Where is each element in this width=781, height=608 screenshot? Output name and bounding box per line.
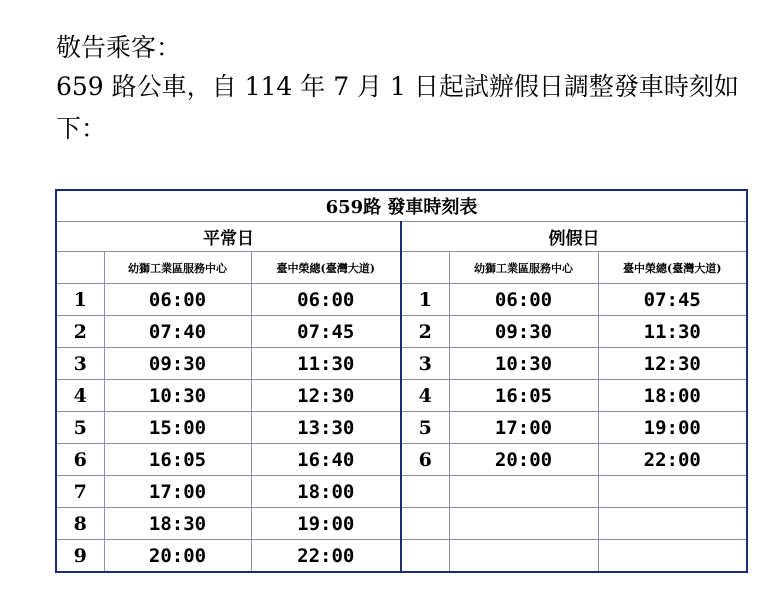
weekday-index-header	[56, 252, 104, 284]
weekday-trip-number: 5	[56, 412, 104, 444]
weekday-destination-time: 22:00	[251, 540, 401, 573]
weekday-trip-number: 2	[56, 316, 104, 348]
weekday-destination-time: 07:45	[251, 316, 401, 348]
weekday-destination-time: 12:30	[251, 380, 401, 412]
holiday-destination-time: 11:30	[598, 316, 747, 348]
holiday-trip-number: 4	[401, 380, 449, 412]
weekday-destination-time: 19:00	[251, 508, 401, 540]
holiday-index-header	[401, 252, 449, 284]
weekday-trip-number: 1	[56, 284, 104, 316]
table-row	[56, 476, 747, 508]
timetable-title: 659路 發車時刻表	[56, 190, 747, 222]
empty-cell	[401, 508, 449, 540]
weekday-origin-time: 16:05	[104, 444, 251, 476]
weekday-destination-header: 臺中榮總(臺灣大道)	[251, 252, 401, 284]
holiday-trip-number: 3	[401, 348, 449, 380]
empty-cell	[598, 476, 747, 508]
empty-cell	[449, 508, 598, 540]
weekday-destination-time: 18:00	[251, 476, 401, 508]
notice-body-end: 下：	[56, 114, 107, 143]
table-row	[56, 348, 747, 380]
empty-cell	[598, 540, 747, 573]
weekday-origin-time: 15:00	[104, 412, 251, 444]
timetable-body	[56, 284, 747, 573]
holiday-trip-number: 5	[401, 412, 449, 444]
holiday-destination-time: 07:45	[598, 284, 747, 316]
holiday-header: 例假日	[401, 222, 747, 252]
empty-cell	[449, 476, 598, 508]
weekday-trip-number: 7	[56, 476, 104, 508]
weekday-trip-number: 3	[56, 348, 104, 380]
holiday-trip-number: 2	[401, 316, 449, 348]
weekday-trip-number: 8	[56, 508, 104, 540]
table-row	[56, 508, 747, 540]
weekday-destination-time: 16:40	[251, 444, 401, 476]
table-row	[56, 540, 747, 573]
weekday-origin-header: 幼獅工業區服務中心	[104, 252, 251, 284]
holiday-origin-time: 09:30	[449, 316, 598, 348]
table-row	[56, 412, 747, 444]
weekday-trip-number: 4	[56, 380, 104, 412]
empty-cell	[449, 540, 598, 573]
weekday-header: 平常日	[56, 222, 401, 252]
weekday-destination-time: 13:30	[251, 412, 401, 444]
weekday-origin-time: 07:40	[104, 316, 251, 348]
notice-body: 659 路公車，自 114 年 7 月 1 日起試辦假日調整發車時刻如	[56, 72, 739, 101]
holiday-trip-number: 1	[401, 284, 449, 316]
weekday-origin-time: 06:00	[104, 284, 251, 316]
holiday-origin-header: 幼獅工業區服務中心	[449, 252, 598, 284]
weekday-origin-time: 10:30	[104, 380, 251, 412]
holiday-origin-time: 06:00	[449, 284, 598, 316]
empty-cell	[401, 476, 449, 508]
holiday-destination-header: 臺中榮總(臺灣大道)	[598, 252, 747, 284]
table-row	[56, 380, 747, 412]
holiday-origin-time: 10:30	[449, 348, 598, 380]
holiday-destination-time: 19:00	[598, 412, 747, 444]
holiday-trip-number: 6	[401, 444, 449, 476]
weekday-destination-time: 06:00	[251, 284, 401, 316]
weekday-origin-time: 20:00	[104, 540, 251, 573]
empty-cell	[401, 540, 449, 573]
timetable	[55, 189, 748, 573]
weekday-origin-time: 17:00	[104, 476, 251, 508]
table-row	[56, 444, 747, 476]
empty-cell	[598, 508, 747, 540]
holiday-destination-time: 18:00	[598, 380, 747, 412]
holiday-origin-time: 16:05	[449, 380, 598, 412]
notice-greeting: 敬告乘客：	[56, 33, 182, 62]
weekday-trip-number: 9	[56, 540, 104, 573]
weekday-destination-time: 11:30	[251, 348, 401, 380]
weekday-origin-time: 18:30	[104, 508, 251, 540]
weekday-origin-time: 09:30	[104, 348, 251, 380]
table-row	[56, 316, 747, 348]
holiday-origin-time: 17:00	[449, 412, 598, 444]
holiday-destination-time: 12:30	[598, 348, 747, 380]
holiday-destination-time: 22:00	[598, 444, 747, 476]
holiday-origin-time: 20:00	[449, 444, 598, 476]
weekday-trip-number: 6	[56, 444, 104, 476]
table-row	[56, 284, 747, 316]
